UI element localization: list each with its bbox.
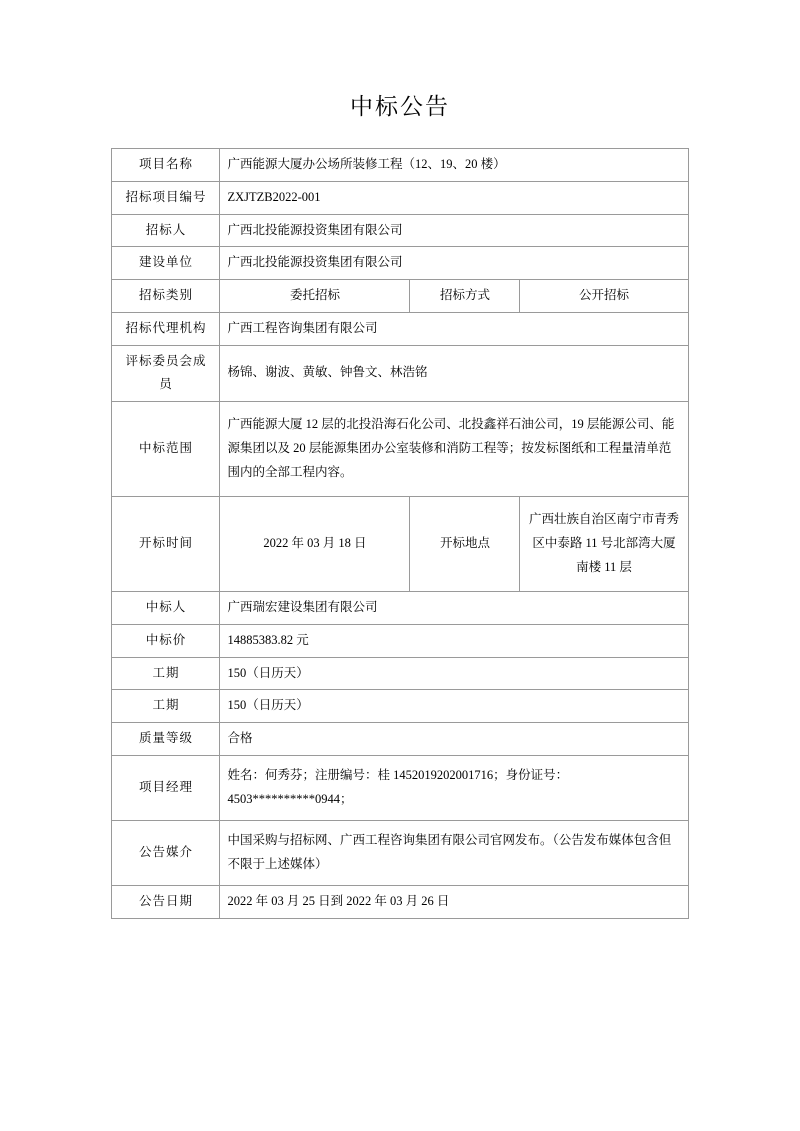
tender-no-label: 招标项目编号 [112,181,220,214]
table-row [112,214,688,247]
table-row [112,181,688,214]
table-row [112,280,688,313]
construction-unit-value: 广西北投能源投资集团有限公司 [220,247,688,280]
notice-date-label: 公告日期 [112,885,220,918]
tender-method-value: 公开招标 [520,280,688,313]
winner-value: 广西瑞宏建设集团有限公司 [220,592,688,625]
project-manager-label: 项目经理 [112,755,220,820]
project-manager-value: 姓名：何秀芬；注册编号：桂 1452019202001716；身份证号：4503**********0944； [220,755,688,820]
table-row [112,885,688,918]
table-row [112,820,688,885]
page-title: 中标公告 [350,94,450,119]
notice-date-value: 2022 年 03 月 25 日到 2022 年 03 月 26 日 [220,885,688,918]
tender-no-value: ZXJTZB2022-001 [220,181,688,214]
scope-value: 广西能源大厦 12 层的北投沿海石化公司、北投鑫祥石油公司，19 层能源公司、能源集团以及 20 层能源集团办公室装修和消防工程等；按发标图纸和工程量清单范围内的全部工程内容。 [220,402,688,497]
tenderer-label: 招标人 [112,214,220,247]
committee-value: 杨锦、谢波、黄敏、钟鲁文、林浩铭 [220,345,688,402]
winning-price-value: 14885383.82 元 [220,624,688,657]
quality-value: 合格 [220,723,688,756]
tender-type-label: 招标类别 [112,280,220,313]
table-row [112,312,688,345]
agency-label: 招标代理机构 [112,312,220,345]
tender-method-label: 招标方式 [410,280,520,313]
duration-label-2: 工期 [112,690,220,723]
winning-price-label: 中标价 [112,624,220,657]
duration-value-1: 150（日历天） [220,657,688,690]
table-row [112,402,688,497]
table-row [112,657,688,690]
table-row [112,247,688,280]
media-label: 公告媒介 [112,820,220,885]
table-row [112,149,688,182]
bid-open-place-value: 广西壮族自治区南宁市青秀区中泰路 11 号北部湾大厦南楼 11 层 [520,497,688,592]
project-name-label: 项目名称 [112,149,220,182]
table-row [112,345,688,402]
bid-open-place-label: 开标地点 [410,497,520,592]
table-row [112,592,688,625]
tenderer-value: 广西北投能源投资集团有限公司 [220,214,688,247]
table-row [112,755,688,820]
committee-label: 评标委员会成员 [112,345,220,402]
construction-unit-label: 建设单位 [112,247,220,280]
bid-open-time-value: 2022 年 03 月 18 日 [220,497,410,592]
duration-label-1: 工期 [112,657,220,690]
scope-label: 中标范围 [112,402,220,497]
table-row [112,690,688,723]
tender-type-value: 委托招标 [220,280,410,313]
quality-label: 质量等级 [112,723,220,756]
table-row [112,723,688,756]
bid-open-time-label: 开标时间 [112,497,220,592]
agency-value: 广西工程咨询集团有限公司 [220,312,688,345]
table-row [112,497,688,592]
table-row [112,624,688,657]
media-value: 中国采购与招标网、广西工程咨询集团有限公司官网发布。（公告发布媒体包含但不限于上述媒体） [220,820,688,885]
duration-value-2: 150（日历天） [220,690,688,723]
winner-label: 中标人 [112,592,220,625]
project-name-value: 广西能源大厦办公场所装修工程（12、19、20 楼） [220,149,688,182]
bid-announcement-table [111,148,688,919]
